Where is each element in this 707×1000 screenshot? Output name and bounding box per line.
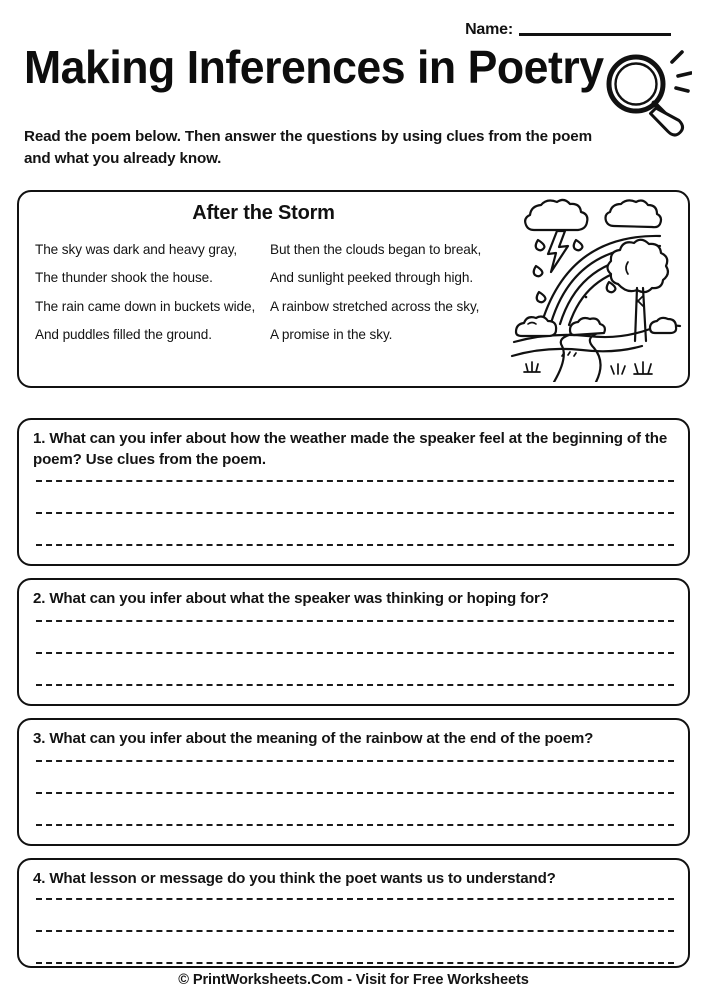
page-title: Making Inferences in Poetry bbox=[24, 41, 604, 93]
answer-line[interactable] bbox=[36, 898, 674, 900]
poem-column-right bbox=[270, 236, 505, 349]
poem-line: And sunlight peeked through high. bbox=[270, 270, 474, 286]
answer-line[interactable] bbox=[36, 620, 674, 622]
poem-line: The rain came down in buckets wide, bbox=[35, 298, 256, 314]
footer-credit: © PrintWorksheets.Com - Visit for Free Worksheets bbox=[178, 972, 529, 988]
poem-line: A promise in the sky. bbox=[270, 326, 393, 342]
answer-line[interactable] bbox=[36, 544, 674, 546]
name-write-line[interactable] bbox=[519, 33, 671, 36]
answer-line[interactable] bbox=[36, 962, 674, 964]
answer-lines[interactable] bbox=[36, 480, 674, 546]
question-panel-1 bbox=[17, 418, 690, 566]
poem-line: The sky was dark and heavy gray, bbox=[35, 242, 238, 257]
answer-lines[interactable] bbox=[36, 898, 674, 964]
question-panel-4 bbox=[17, 858, 690, 968]
answer-line[interactable] bbox=[36, 792, 674, 794]
instructions-text: Read the poem below. Then answer the questions by using clues from the poem and what you already know. bbox=[24, 128, 592, 167]
answer-lines[interactable] bbox=[36, 760, 674, 826]
poem-line: And puddles filled the ground. bbox=[35, 326, 212, 342]
answer-lines[interactable] bbox=[36, 620, 674, 686]
answer-line[interactable] bbox=[36, 824, 674, 826]
poem-line: A rainbow stretched across the sky, bbox=[270, 298, 480, 314]
question-text: 2. What can you infer about what the speaker was thinking or hoping for? bbox=[33, 590, 549, 607]
question-text: 1. What can you infer about how the weather made the speaker feel at the beginning of the poem? Use clues from the poem. bbox=[33, 430, 668, 468]
poem-column-left bbox=[35, 236, 270, 349]
answer-line[interactable] bbox=[36, 480, 674, 482]
question-text: 4. What lesson or message do you think the poet wants us to understand? bbox=[33, 870, 556, 887]
answer-line[interactable] bbox=[36, 512, 674, 514]
name-label: Name: bbox=[465, 21, 513, 38]
answer-line[interactable] bbox=[36, 652, 674, 654]
poem-panel bbox=[17, 190, 690, 388]
poem-title: After the Storm bbox=[192, 202, 335, 224]
answer-line[interactable] bbox=[36, 684, 674, 686]
poem-line: But then the clouds began to break, bbox=[270, 242, 482, 257]
answer-line[interactable] bbox=[36, 760, 674, 762]
poem-line: The thunder shook the house. bbox=[35, 270, 213, 286]
poem-columns bbox=[35, 236, 505, 349]
question-panel-3 bbox=[17, 718, 690, 846]
answer-line[interactable] bbox=[36, 930, 674, 932]
name-field-row bbox=[465, 22, 671, 38]
question-panel-2 bbox=[17, 578, 690, 706]
question-text: 3. What can you infer about the meaning of the rainbow at the end of the poem? bbox=[33, 730, 594, 747]
storm-rainbow-illustration bbox=[510, 196, 682, 387]
